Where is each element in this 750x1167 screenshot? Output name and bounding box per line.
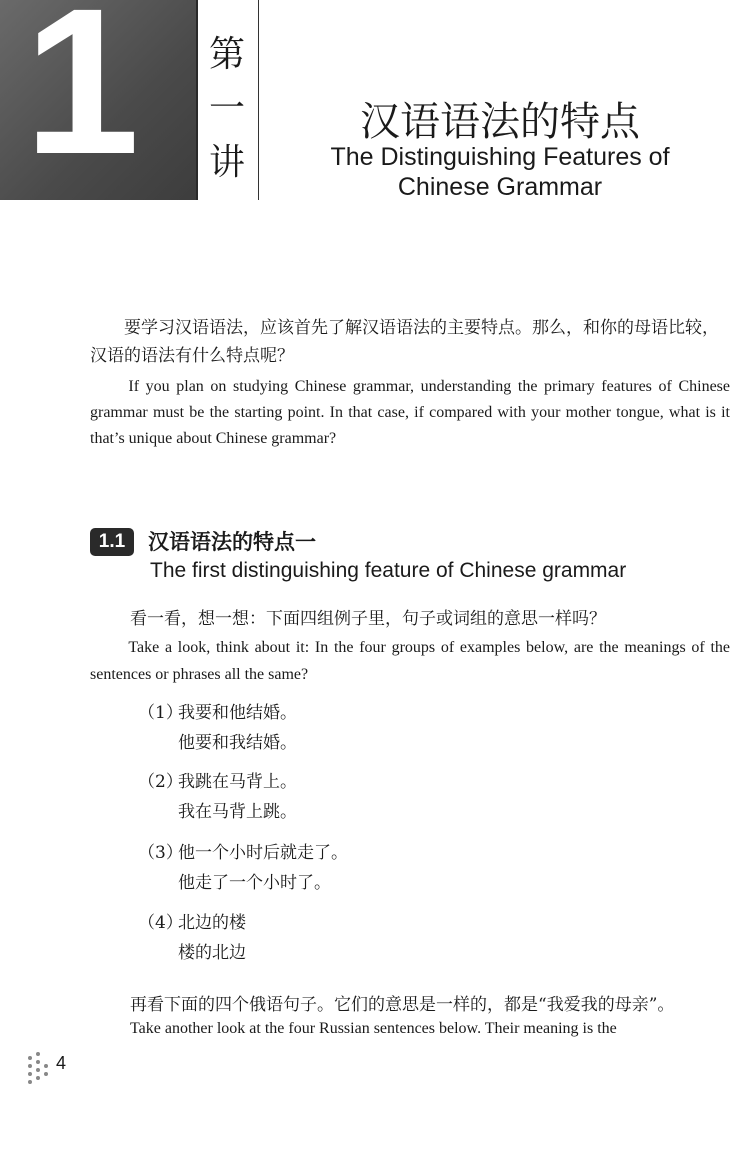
intro-paragraph-en: If you plan on studying Chinese grammar, understanding the primary features of Chinese grammar must be the starting point. In that case, if compared with your mother tongue, what is it that’s unique about Chinese grammar?	[90, 378, 730, 447]
page-number: 4	[56, 1053, 67, 1073]
example-line: 我跳在马背上。	[178, 772, 297, 792]
example-line: 他走了一个小时了。	[178, 873, 331, 893]
chapter-title-zh: 汉语语法的特点	[360, 99, 640, 145]
chapter-title-en	[280, 142, 720, 202]
example-line: 我在马背上跳。	[178, 802, 297, 822]
example-line: 我要和他结婚。	[178, 703, 297, 723]
chapter-number-block	[0, 0, 198, 200]
prompt-en: Take a look, think about it: In the four groups of examples below, are the meanings of the sentences or phrases all the same?	[90, 639, 730, 683]
example-line: 他要和我结婚。	[178, 733, 297, 753]
example-line: 北边的楼	[178, 913, 246, 933]
example-line: 楼的北边	[178, 943, 246, 963]
lecture-label-char: 第	[208, 34, 245, 75]
chapter-number: 1	[24, 0, 140, 198]
chapter-title-en-line: The Distinguishing Features of	[330, 143, 670, 171]
section-number-badge: 1.1	[90, 528, 134, 556]
example-number: （2）	[138, 772, 183, 792]
example-line: 他一个小时后就走了。	[178, 843, 348, 863]
example-item	[138, 698, 297, 758]
example-item	[138, 767, 297, 827]
vertical-divider	[258, 0, 259, 200]
lecture-label	[206, 28, 248, 190]
example-item	[138, 908, 246, 968]
section-title-zh: 汉语语法的特点一	[148, 530, 316, 554]
followup-paragraph-en: Take another look at the four Russian sentences below. Their meaning is the	[130, 1020, 617, 1037]
section-title-en: The first distinguishing feature of Chinese grammar	[150, 559, 627, 582]
lecture-label-char: 讲	[208, 142, 245, 183]
example-item	[138, 838, 348, 898]
example-number: （4）	[138, 913, 183, 933]
chapter-title-en-line: Chinese Grammar	[397, 173, 603, 201]
followup-paragraph-zh: 再看下面的四个俄语句子。它们的意思是一样的，都是“我爱我的母亲”。	[130, 995, 675, 1015]
prompt-zh: 看一看，想一想：下面四组例子里，句子或词组的意思一样吗？	[130, 609, 606, 629]
example-number: （1）	[138, 703, 183, 723]
lecture-label-char: 一	[208, 88, 245, 129]
block-divider	[196, 0, 198, 200]
intro-paragraph-zh: 要学习汉语语法，应该首先了解汉语语法的主要特点。那么，和你的母语比较，汉语的语法有什么特点呢？	[90, 318, 719, 366]
decorative-dots-icon	[28, 1052, 52, 1112]
example-number: （3）	[138, 843, 183, 863]
